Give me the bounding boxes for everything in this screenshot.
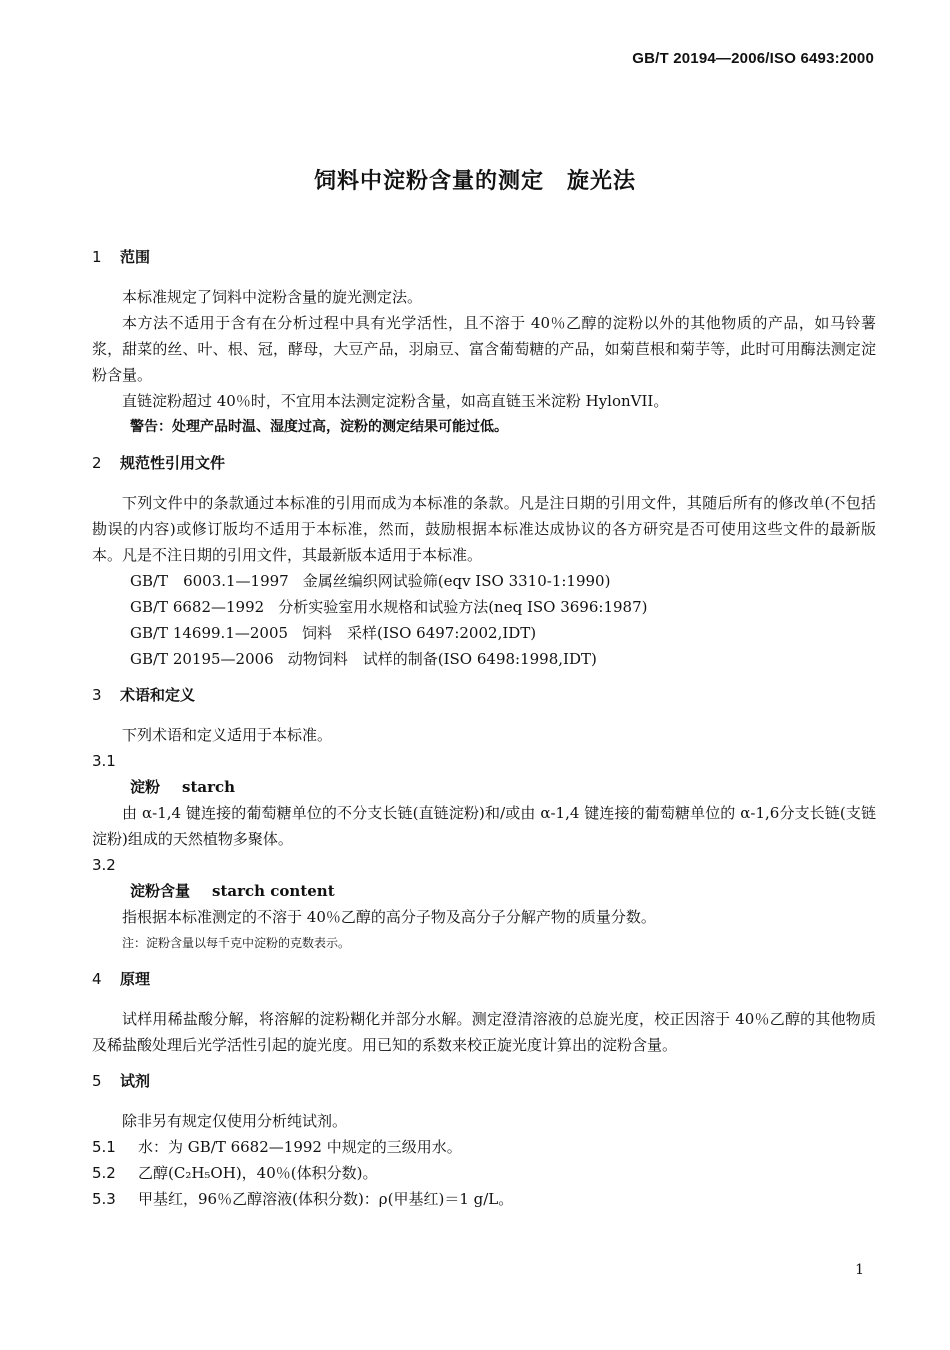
reference-item [92,646,876,672]
section-number: 1 [92,248,102,266]
list-item [92,1134,876,1160]
reference-code: GB/T 6682—1992 [130,598,265,616]
reference-item [92,620,876,646]
list-item [92,1186,876,1212]
term-definition: 指根据本标准测定的不溶于 40％乙醇的高分子物及高分子分解产物的质量分数。 [122,908,656,926]
paragraph: 试样用稀盐酸分解，将溶解的淀粉糊化并部分水解。测定澄清溶液的总旋光度，校正因溶于 40％乙醇的其他物质及稀盐酸处理后光学活性引起的旋光度。用已知的系数来校正旋光度计算出的淀粉含量。 [92,1010,876,1054]
standard-code: GB/T 20194—2006/ISO 6493:2000 [632,50,874,67]
reference-code: GB/T 14699.1—2005 [130,624,289,642]
item-text: 乙醇(C₂H₅OH)，40％(体积分数)。 [138,1164,378,1182]
term-number: 3.1 [92,752,116,770]
term-chinese: 淀粉含量 [130,882,191,900]
reference-item [92,568,876,594]
warning-text: 警告：处理产品时温、湿度过高，淀粉的测定结果可能过低。 [130,419,508,435]
section-2-heading [92,450,876,476]
term-entry [92,774,876,800]
section-3-heading [92,682,876,708]
term-number: 3.2 [92,856,116,874]
item-number: 5.2 [92,1164,116,1182]
paragraph: 除非另有规定仅使用分析纯试剂。 [122,1112,348,1130]
page-number: 1 [855,1262,864,1278]
reference-title: 金属丝编织网试验筛(eqv ISO 3310-1:1990) [302,572,611,590]
term-english: starch [182,778,236,796]
paragraph: 直链淀粉超过 40％时，不宜用本法测定淀粉含量，如高直链玉米淀粉 HylonVII。 [122,392,669,410]
section-title: 规范性引用文件 [120,454,226,472]
section-number: 2 [92,454,102,472]
section-title: 术语和定义 [120,686,196,704]
reference-code: GB/T 20195—2006 [130,650,274,668]
reference-title: 分析实验室用水规格和试验方法(neq ISO 3696:1987) [278,598,648,616]
section-title: 试剂 [120,1072,151,1090]
section-number: 4 [92,970,102,988]
item-text: 甲基红，96％乙醇溶液(体积分数)：ρ(甲基红)＝1 g/L。 [138,1190,514,1208]
reference-title: 动物饲料 试样的制备(ISO 6498:1998,IDT) [287,650,597,668]
section-1-heading [92,244,876,270]
paragraph: 下列文件中的条款通过本标准的引用而成为本标准的条款。凡是注日期的引用文件，其随后所有的修改单(不包括勘误的内容)或修订版均不适用于本标准，然而，鼓励根据本标准达成协议的各方研究是否可使用这些文件的最新版本。凡是不注日期的引用文件，其最新版本适用于本标准。 [92,494,876,564]
term-entry [92,878,876,904]
section-4-heading [92,966,876,992]
section-number: 5 [92,1072,102,1090]
term-definition: 由 α-1,4 键连接的葡萄糖单位的不分支长链(直链淀粉)和/或由 α-1,4 键连接的葡萄糖单位的 α-1,6分支长链(支链淀粉)组成的天然植物多聚体。 [92,804,876,848]
item-number: 5.1 [92,1138,116,1156]
term-chinese: 淀粉 [130,778,161,796]
document-title: 饲料中淀粉含量的测定 旋光法 [313,169,636,194]
section-5-heading [92,1068,876,1094]
document-body [92,244,876,1212]
reference-item [92,594,876,620]
paragraph: 下列术语和定义适用于本标准。 [122,726,333,744]
note-text: 注：淀粉含量以每千克中淀粉的克数表示。 [122,936,351,950]
paragraph: 本标准规定了饲料中淀粉含量的旋光测定法。 [122,288,423,306]
section-title: 范围 [120,248,151,266]
term-english: starch content [212,882,335,900]
list-item [92,1160,876,1186]
item-number: 5.3 [92,1190,116,1208]
paragraph: 本方法不适用于含有在分析过程中具有光学活性，且不溶于 40％乙醇的淀粉以外的其他物质的产品，如马铃薯浆，甜菜的丝、叶、根、冠，酵母，大豆产品，羽扇豆、富含葡萄糖的产品，如菊苣根和菊芋等，此时可用酶法测定淀粉含量。 [92,314,876,384]
item-text: 水：为 GB/T 6682—1992 中规定的三级用水。 [138,1138,462,1156]
section-title: 原理 [120,970,151,988]
reference-title: 饲料 采样(ISO 6497:2002,IDT) [302,624,537,642]
section-number: 3 [92,686,102,704]
reference-code: GB/T 6003.1—1997 [130,572,289,590]
